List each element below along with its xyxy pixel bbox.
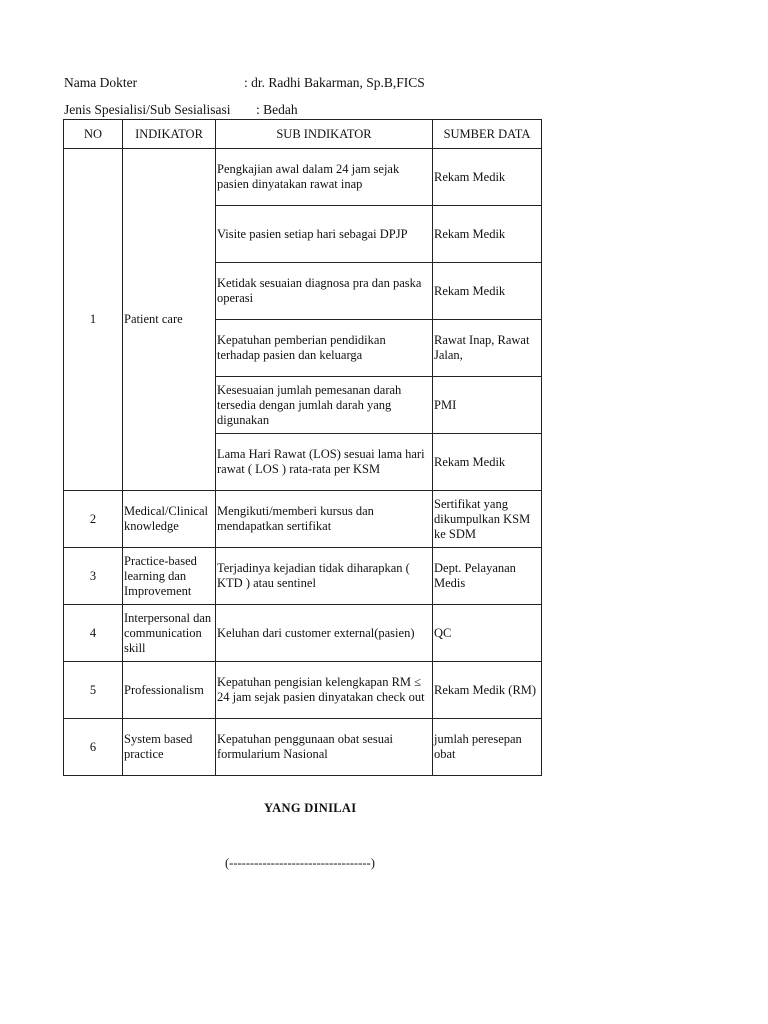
indicator-name: Practice-based learning dan Improvement — [123, 548, 216, 605]
table-row — [64, 662, 542, 719]
indicator-name: Professionalism — [123, 662, 216, 719]
sub-indicator: Kepatuhan pengisian kelengkapan RM ≤ 24 jam sejak pasien dinyatakan check out — [216, 662, 433, 719]
data-source: Rawat Inap, Rawat Jalan, — [433, 320, 542, 377]
table-row — [64, 149, 542, 206]
row-number: 6 — [64, 719, 123, 776]
column-header-indikator: INDIKATOR — [123, 120, 216, 149]
data-source: jumlah peresepan obat — [433, 719, 542, 776]
doctor-name-label: Nama Dokter — [64, 75, 138, 90]
row-number: 5 — [64, 662, 123, 719]
doctor-name-line — [64, 75, 564, 93]
data-source: Dept. Pelayanan Medis — [433, 548, 542, 605]
row-number: 4 — [64, 605, 123, 662]
specialty-line — [64, 102, 564, 120]
sub-indicator: Visite pasien setiap hari sebagai DPJP — [216, 206, 433, 263]
row-number: 1 — [64, 149, 123, 491]
row-number: 3 — [64, 548, 123, 605]
table-row — [64, 605, 542, 662]
column-header-no: NO — [64, 120, 123, 149]
indicator-name: Medical/Clinical knowledge — [123, 491, 216, 548]
sub-indicator: Mengikuti/memberi kursus dan mendapatkan sertifikat — [216, 491, 433, 548]
column-header-sub-indikator: SUB INDIKATOR — [216, 120, 433, 149]
data-source: Rekam Medik — [433, 206, 542, 263]
sub-indicator: Terjadinya kejadian tidak diharapkan ( KTD ) atau sentinel — [216, 548, 433, 605]
table-row — [64, 491, 542, 548]
table-row — [64, 719, 542, 776]
sub-indicator: Kepatuhan pemberian pendidikan terhadap pasien dan keluarga — [216, 320, 433, 377]
data-source: Sertifikat yang dikumpulkan KSM ke SDM — [433, 491, 542, 548]
column-header-sumber-data: SUMBER DATA — [433, 120, 542, 149]
specialty-label: Jenis Spesialisi/Sub Sesialisasi — [64, 102, 231, 117]
indicator-name: Patient care — [123, 149, 216, 491]
indicator-name: System based practice — [123, 719, 216, 776]
data-source: Rekam Medik — [433, 434, 542, 491]
sub-indicator: Keluhan dari customer external(pasien) — [216, 605, 433, 662]
sub-indicator: Lama Hari Rawat (LOS) sesuai lama hari rawat ( LOS ) rata-rata per KSM — [216, 434, 433, 491]
data-source: Rekam Medik — [433, 149, 542, 206]
sub-indicator: Kepatuhan penggunaan obat sesuai formularium Nasional — [216, 719, 433, 776]
signature-line: (----------------------------------) — [225, 856, 375, 870]
signer-label: YANG DINILAI — [264, 801, 357, 815]
sub-indicator: Kesesuaian jumlah pemesanan darah tersedia dengan jumlah darah yang digunakan — [216, 377, 433, 434]
indicator-table — [63, 119, 542, 776]
table-row — [64, 548, 542, 605]
data-source: PMI — [433, 377, 542, 434]
sub-indicator: Pengkajian awal dalam 24 jam sejak pasien dinyatakan rawat inap — [216, 149, 433, 206]
specialty-value: : Bedah — [256, 102, 298, 117]
indicator-name: Interpersonal dan communication skill — [123, 605, 216, 662]
sub-indicator: Ketidak sesuaian diagnosa pra dan paska operasi — [216, 263, 433, 320]
row-number: 2 — [64, 491, 123, 548]
table-header-row — [64, 120, 542, 149]
doctor-name-value: : dr. Radhi Bakarman, Sp.B,FICS — [244, 75, 425, 90]
data-source: Rekam Medik (RM) — [433, 662, 542, 719]
data-source: QC — [433, 605, 542, 662]
data-source: Rekam Medik — [433, 263, 542, 320]
